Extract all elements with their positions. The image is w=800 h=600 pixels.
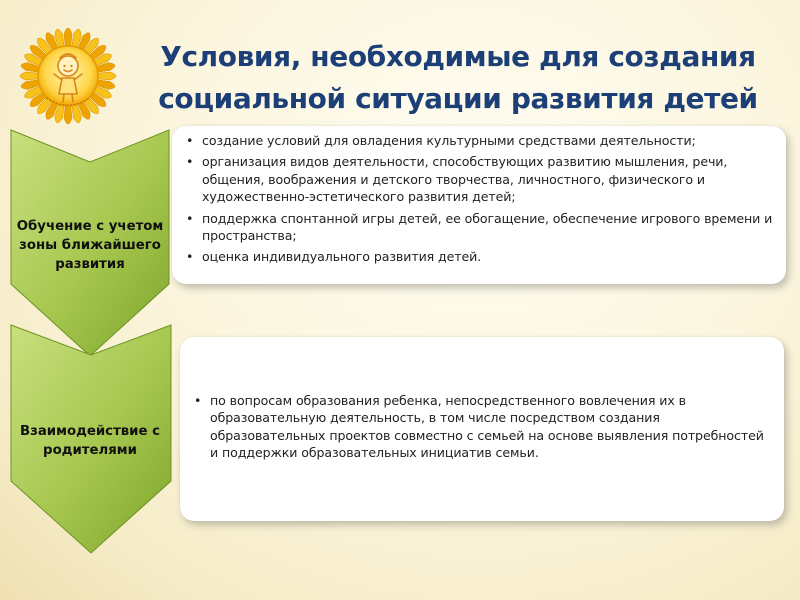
section-1-bullet-list [184,132,774,270]
list-item: • поддержка спонтанной игры детей, ее обогащение, обеспечение игрового времени и пространства; [184,210,774,245]
section-1-label: Обучение с учетом зоны ближайшего развития [16,219,164,272]
list-item: • оценка индивидуального развития детей. [184,248,774,265]
page-title: Условия, необходимые для создания социальной ситуации развития детей [158,40,758,115]
section-2-bullet-list [192,392,767,462]
list-item: • по вопросам образования ребенка, непосредственного вовлечения их в образовательную деятельность, в том числе посредством создания образовательных проектов совместно с семьей на основе выявления потребностей и поддержки образовательных инициатив семьи. [192,392,767,462]
section-2-label: Взаимодействие с родителями [19,424,161,458]
list-item: • организация видов деятельности, способствующих развитию мышления, речи, общения, воображения и детского творчества, личностного, физического и художественно-эстетического развития детей; [184,153,774,205]
sun-logo-icon [12,20,124,132]
section-2-content-panel [180,337,784,521]
list-item: • создание условий для овладения культурными средствами деятельности; [184,132,774,149]
section-1-content-panel [172,126,786,284]
